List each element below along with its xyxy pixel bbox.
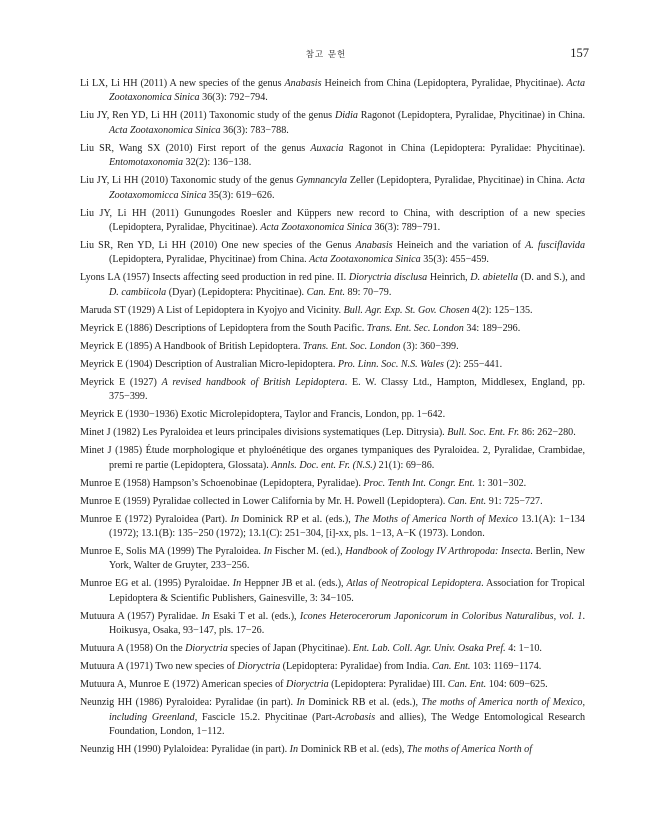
reference-italic-segment: Can. Ent. <box>447 495 487 507</box>
reference-list <box>80 77 585 761</box>
reference-entry <box>80 577 585 606</box>
page-header <box>0 46 652 62</box>
reference-italic-segment: Annls. Doc. ent. Fr. (N.S.) <box>271 459 377 471</box>
reference-text-segment: , Fascicle 15.2. Phycitinae (Part- <box>194 711 336 723</box>
reference-text-segment: Liu JY, Li HH (2011) Gunungodes Roesler and Küppers new record to China, with description of a new species (Lepidoptera, Pyralidae, Phycitinae). <box>80 207 585 234</box>
reference-text-segment: Heineich and the variation of <box>392 240 526 252</box>
reference-text-segment: Munroe EG et al. (1995) Pyraloidae. <box>80 578 233 590</box>
reference-italic-segment: In <box>230 513 240 525</box>
reference-italic-segment: Atlas of Neotropical Lepidoptera <box>346 578 482 590</box>
reference-text-segment: (3): 360−399. <box>400 340 459 352</box>
reference-italic-segment: Auxacia <box>310 142 344 154</box>
reference-text-segment: (Lepidoptera: Pyralidae) from India. <box>280 661 433 673</box>
reference-text-segment: Neunzig HH (1990) Pylaloidea: Pyralidae (in part). <box>80 744 290 756</box>
reference-text-segment: Dominick RB et al. (eds.), <box>304 697 422 709</box>
reference-italic-segment: Acta Zootaxonomica Sinica <box>309 254 421 266</box>
reference-text-segment: Munroe E (1972) Pyraloidea (Part). <box>80 513 231 525</box>
reference-italic-segment: Pro. Linn. Soc. N.S. Wales <box>337 358 444 370</box>
reference-entry <box>80 271 585 300</box>
reference-entry <box>80 495 585 509</box>
reference-italic-segment: A. fusciflavida <box>525 240 585 252</box>
reference-text-segment: . Berlin, New York, Walter de Gruyter, 233−256. <box>109 546 586 572</box>
reference-italic-segment: Dioryctria <box>286 679 329 691</box>
reference-text-segment: Lyons LA (1957) Insects affecting seed production in red pine. II. <box>80 272 349 284</box>
reference-text-segment: (Dyar) (Lepidoptera: Phycitinae). <box>166 286 307 298</box>
reference-text-segment: Dominick RP et al. (eds.), <box>239 513 355 525</box>
reference-text-segment: Munroe E (1959) Pyralidae collected in Lower California by Mr. H. Powell (Lepidoptera). <box>80 495 448 507</box>
running-title: 참고 문헌 <box>305 50 347 60</box>
reference-text-segment: Zeller (Lepidoptera, Pyralidae, Phycitinae) in China. <box>347 175 567 187</box>
reference-italic-segment: Can. Ent. <box>432 661 471 673</box>
reference-text-segment: Fischer M. (ed.), <box>272 546 346 558</box>
reference-text-segment: 36(3): 792−794. <box>199 92 268 104</box>
reference-entry <box>80 408 585 422</box>
reference-text-segment: Mutuura A (1971) Two new species of <box>80 661 238 673</box>
reference-italic-segment: Acrobasis <box>335 711 376 723</box>
reference-text-segment: 21(1): 69−86. <box>376 459 435 471</box>
reference-text-segment: . E. W. Classy Ltd., Hampton, Middlesex, England, pp. 375−399. <box>109 376 586 403</box>
reference-text-segment: Heppner JB et al. (eds.), <box>241 578 347 590</box>
reference-italic-segment: Dioryctria disclusa <box>348 272 428 284</box>
reference-text-segment: Meyrick E (1927) <box>80 376 162 388</box>
reference-italic-segment: Trans. Ent. Soc. London <box>302 340 401 352</box>
reference-text-segment: (Lepidoptera: Pyralidae) III. <box>328 679 448 691</box>
reference-text-segment: 91: 725−727. <box>486 495 543 507</box>
reference-text-segment: 35(3): 455−459. <box>420 254 489 266</box>
reference-text-segment: Mutuura A, Munroe E (1972) American species of <box>80 679 287 691</box>
reference-text-segment: Maruda ST (1929) A List of Lepidoptera in Kyojyo and Vicinity. <box>80 304 344 316</box>
reference-entry <box>80 109 585 138</box>
reference-text-segment: Minet J (1982) Les Pyraloidea et leurs principales divisions systematiques (Lep. Ditrysia). <box>80 427 448 439</box>
reference-text-segment: Meyrick E (1904) Description of Australian Micro-lepidoptera. <box>80 358 338 370</box>
reference-text-segment: 32(2): 136−138. <box>183 157 252 169</box>
reference-text-segment: and allies), The Wedge Entomological Research Foundation, London, 1−112. <box>109 711 585 738</box>
reference-entry <box>80 340 585 354</box>
reference-italic-segment: Trans. Ent. Sec. London <box>366 322 464 334</box>
reference-italic-segment: Bull. Soc. Ent. Fr. <box>447 427 520 439</box>
reference-text-segment: Liu JY, Ren YD, Li HH (2011) Taxonomic study of the genus <box>80 110 335 122</box>
reference-italic-segment: Acta Zootaxonomica Sinica <box>109 124 221 136</box>
reference-italic-segment: In <box>296 697 305 709</box>
reference-entry <box>80 207 585 236</box>
reference-italic-segment: Can. Ent. <box>306 286 346 298</box>
reference-entry <box>80 743 585 757</box>
page-number: 157 <box>570 46 589 60</box>
reference-entry <box>80 610 585 639</box>
reference-text-segment: 4(2): 125−135. <box>469 304 533 316</box>
reference-italic-segment: Ent. Lab. Coll. Agr. Univ. Osaka Pref. <box>352 643 506 655</box>
reference-text-segment: Meyrick E (1930−1936) Exotic Microlepidoptera, Taylor and Francis, London, pp. 1−642. <box>80 409 446 421</box>
reference-entry <box>80 142 585 171</box>
reference-italic-segment: A revised handbook of British Lepidoptera <box>161 376 345 388</box>
reference-italic-segment: The moths of America north of Mexico, including Greenland <box>109 697 585 723</box>
reference-italic-segment: Anabasis <box>284 78 322 89</box>
reference-entry <box>80 545 585 574</box>
reference-italic-segment: Acta Zootaxomomicca Sinica <box>109 175 585 201</box>
reference-text-segment: 86: 262−280. <box>519 427 576 439</box>
reference-text-segment: Dominick RB et al. (eds), <box>298 744 407 756</box>
reference-italic-segment: Acta Zootaxonomica Sinica <box>260 222 372 234</box>
reference-italic-segment: Acta Zootaxonomica Sinica <box>109 78 586 104</box>
reference-italic-segment: Bull. Agr. Exp. St. Gov. Chosen <box>343 304 470 316</box>
reference-entry <box>80 239 585 268</box>
reference-entry <box>80 426 585 440</box>
reference-text-segment: Ragonot in China (Lepidoptera: Pyralidae: Phycitinae). <box>343 142 585 154</box>
reference-italic-segment: Dioryctria <box>185 643 228 655</box>
reference-text-segment: (Lepidoptera, Pyralidae, Phycitinae) from China. <box>109 254 310 266</box>
reference-entry <box>80 513 585 542</box>
reference-text-segment: 89: 70−79. <box>345 286 392 298</box>
reference-text-segment: Esaki T et al. (eds.), <box>209 610 300 622</box>
reference-italic-segment: The moths of America North of <box>406 744 533 756</box>
reference-italic-segment: In <box>232 578 242 590</box>
reference-italic-segment: In <box>201 610 210 622</box>
reference-italic-segment: In <box>289 744 299 756</box>
reference-italic-segment: Anabasis <box>355 240 393 252</box>
reference-text-segment: 36(3): 789−791. <box>371 222 441 234</box>
reference-text-segment: 13.1(A): 1−134 (1972); 13.1(B): 135−250 (1972); 13.1(C): 251−304, [i]-xx, pls. 1−13, A−K (1973). London. <box>109 513 585 540</box>
reference-text-segment: Ragonot (Lepidoptera, Pyralidae, Phycitinae) in China. <box>357 110 585 122</box>
reference-text-segment: 1: 301−302. <box>474 477 527 489</box>
reference-text-segment: (D. and S.), and <box>518 272 585 284</box>
reference-entry <box>80 642 585 656</box>
reference-text-segment: Mutuura A (1958) On the <box>80 643 186 655</box>
reference-entry <box>80 444 585 473</box>
reference-entry <box>80 678 585 692</box>
reference-entry <box>80 696 585 739</box>
reference-text-segment: Li LX, Li HH (2011) A new species of the genus <box>80 78 285 89</box>
reference-italic-segment: In <box>263 546 273 558</box>
reference-text-segment: Meyrick E (1886) Descriptions of Lepidoptera from the South Pacific. <box>80 322 367 334</box>
reference-text-segment: Liu SR, Ren YD, Li HH (2010) One new species of the Genus <box>80 240 356 252</box>
reference-entry <box>80 174 585 203</box>
reference-entry <box>80 477 585 491</box>
reference-entry <box>80 660 585 674</box>
reference-text-segment: Neunzig HH (1986) Pyraloidea: Pyralidae (in part). <box>80 697 297 709</box>
reference-text-segment: species of Japan (Phycitinae). <box>227 643 353 655</box>
reference-entry <box>80 322 585 336</box>
reference-italic-segment: Can. Ent. <box>447 679 487 691</box>
reference-text-segment: 34: 189−296. <box>463 322 521 334</box>
reference-text-segment: 103: 1169−1174. <box>470 661 542 673</box>
reference-text-segment: 35(3): 619−626. <box>206 189 275 201</box>
reference-text-segment: 4: 1−10. <box>505 643 542 655</box>
reference-italic-segment: D. abietella <box>470 272 519 284</box>
reference-italic-segment: Icones Heterocerorum Japonicorum in Coloribus Naturalibus, vol. 1 <box>299 610 583 622</box>
reference-italic-segment: D. cambiicola <box>109 286 167 298</box>
reference-text-segment: Liu JY, Li HH (2010) Taxonomic study of the genus <box>80 175 297 187</box>
reference-italic-segment: Didia <box>334 110 358 122</box>
reference-entry <box>80 77 585 106</box>
reference-italic-segment: Proc. Tenth Int. Congr. Ent. <box>363 477 475 489</box>
reference-italic-segment: Gymnancyla <box>296 175 348 187</box>
reference-italic-segment: Dioryctria <box>237 661 281 673</box>
reference-text-segment: Liu SR, Wang SX (2010) First report of the genus <box>80 142 311 154</box>
reference-entry <box>80 358 585 372</box>
reference-text-segment: 104: 609−625. <box>486 679 548 691</box>
reference-text-segment: Munroe E (1958) Hampson’s Schoenobinae (Lepidoptera, Pyralidae). <box>80 477 364 489</box>
reference-text-segment: Meyrick E (1895) A Handbook of British Lepidoptera. <box>80 340 303 352</box>
reference-italic-segment: Handbook of Zoology IV Arthropoda: Insecta <box>345 546 531 558</box>
reference-entry <box>80 304 585 318</box>
reference-entry <box>80 376 585 405</box>
reference-text-segment: Minet J (1985) Étude morphologique et phyloénétique des organes tympaniques des Pyraloidea. 2, Pyralidae, Crambidae, premi re partie (Lepidoptera, Glossata). <box>80 445 585 471</box>
reference-italic-segment: The Moths of America North of Mexico <box>354 513 518 525</box>
reference-text-segment: . Hoikusya, Osaka, 93−147, pls. 17−26. <box>109 610 585 637</box>
reference-text-segment: Munroe E, Solis MA (1999) The Pyraloidea. <box>80 546 264 558</box>
reference-text-segment: Heineich from China (Lepidoptera, Pyralidae, Phycitinae). <box>321 78 567 89</box>
reference-text-segment: (2): 255−441. <box>443 358 503 370</box>
reference-text-segment: Mutuura A (1957) Pyralidae. <box>80 610 202 622</box>
reference-text-segment: . Association for Tropical Lepidoptera & Scientific Publishers, Gainesville, 3: 34−105. <box>109 578 585 604</box>
reference-italic-segment: Entomotaxonomia <box>109 157 184 169</box>
reference-text-segment: 36(3): 783−788. <box>220 124 289 136</box>
reference-text-segment: Heinrich, <box>427 272 471 284</box>
